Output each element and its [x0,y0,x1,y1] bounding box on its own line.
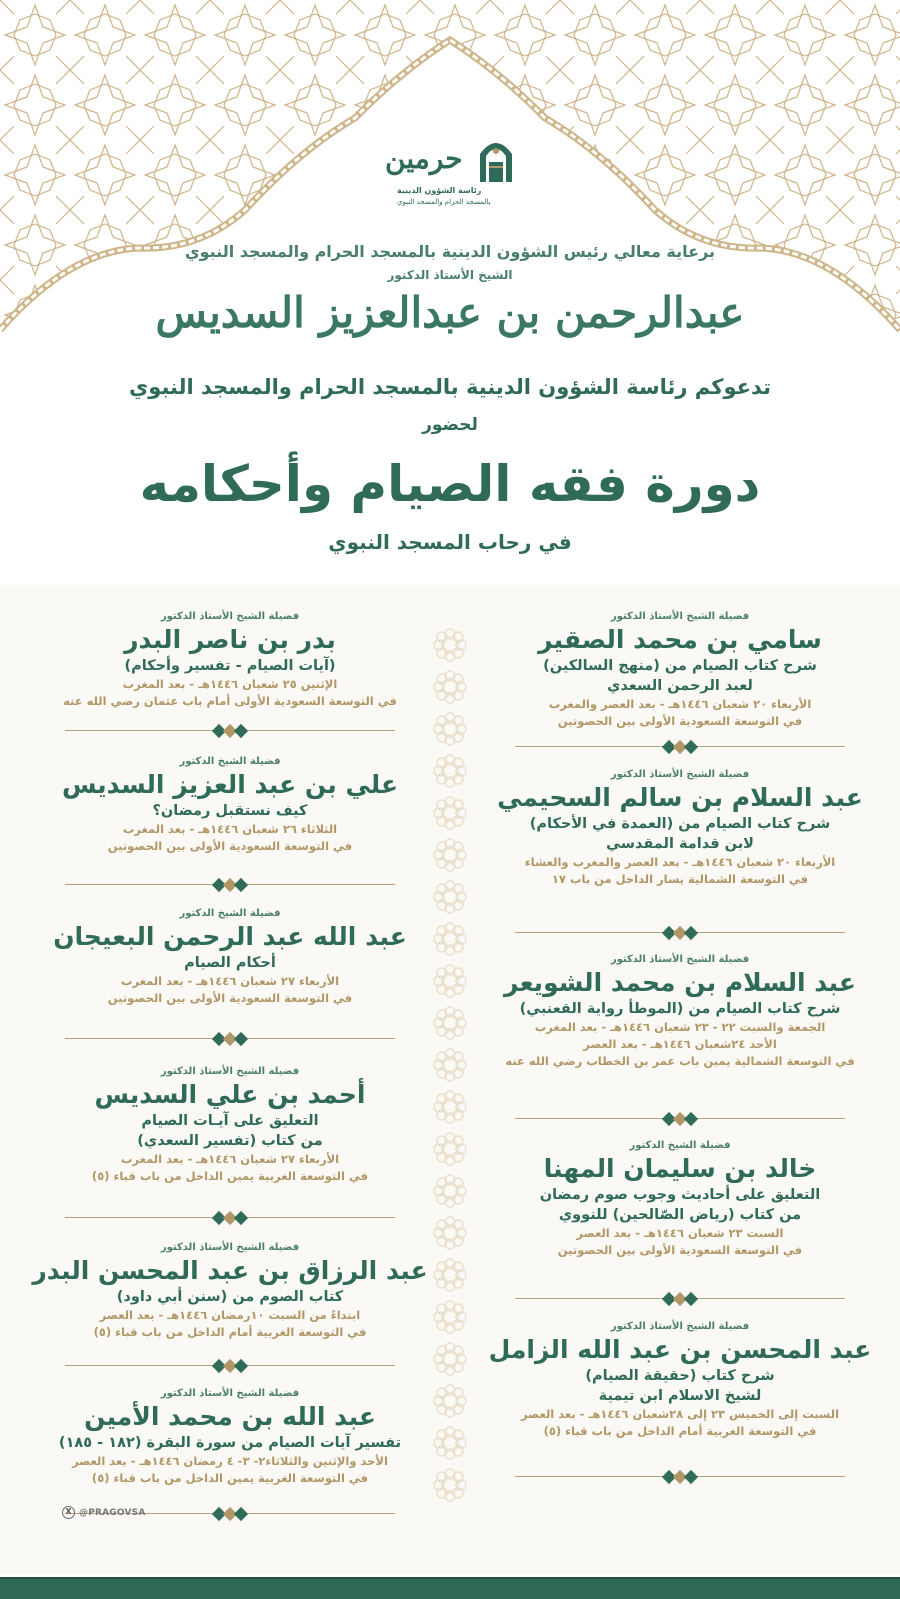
lecture-card [20,755,440,855]
lecture-topic: التعليق على أحاديث وجوب صوم رمضان [539,1187,821,1203]
section-divider [515,740,845,754]
lecture-topic: من كتاب (رياض الصّالحين) للنووي [558,1207,802,1223]
lecture-venue: في التوسعة الغربية أمام الداخل من باب قباء (٥) [543,1424,817,1438]
haramain-logo [385,136,520,216]
speaker-name: سامي بن محمد الصقير [538,625,822,654]
lecture-card [470,768,890,888]
lecture-topic: شرح كتاب الصيام من (منهج السالكين) [543,658,817,674]
section-divider [65,1211,395,1225]
speaker-name: عبد السلام بن سالم السحيمي [497,783,863,812]
speaker-name: علي بن عبد العزيز السديس [61,770,399,799]
section-divider [515,1112,845,1126]
speaker-title: فضيلة الشيخ الأستاذ الدكتور [610,954,750,965]
speaker-title: فضيلة الشيخ الأستاذ الدكتور [160,611,300,622]
invitation-line: تدعوكم رئاسة الشؤون الدينية بالمسجد الحرام والمسجد النبوي [129,375,771,399]
section-divider [515,926,845,940]
lecture-venue: في التوسعة السعودية الأولى أمام باب عثمان رضي الله عنه [63,694,397,708]
section-divider [65,878,395,892]
speaker-name: بدر بن ناصر البدر [124,625,336,654]
lecture-topic: شرح كتاب الصيام من (الموطأ رواية القعنبي) [519,1001,841,1017]
lecture-card [20,907,440,1007]
speaker-title: فضيلة الشيخ الدكتور [179,908,281,919]
speaker-name: عبد الرزاق بن عبد المحسن البدر [32,1256,428,1285]
course-title: دورة فقه الصيام وأحكامه [139,455,761,513]
lecture-topic: التعليق على آيـات الصيام [141,1113,319,1129]
speaker-title: فضيلة الشيخ الأستاذ الدكتور [610,769,750,780]
logo-wordmark: حرمين [385,142,463,175]
lecture-schedule: الثلاثاء ٢٦ شعبان ١٤٤٦هـ - بعد المغرب [122,822,338,836]
lecture-schedule: الأحد ٢٤شعبان ١٤٤٦هـ - بعد العصر [583,1037,777,1051]
lecture-schedule: الأربعاء ٢٧ شعبان ١٤٤٦هـ - بعد المغرب [120,1152,340,1166]
x-icon: X [62,1506,75,1519]
mosque-emblem-icon [476,136,516,182]
lecture-venue: في التوسعة السعودية الأولى بين الحصوتين [557,1243,803,1257]
lecture-schedule: السبت ٢٣ شعبان ١٤٤٦هـ - بعد العصر [576,1226,784,1240]
patron-title: الشيخ الأستاذ الدكتور [387,268,513,282]
lecture-card [470,953,890,1070]
lecture-topic: لشيخ الاسلام ابن تيمية [598,1388,762,1404]
lecture-schedule: الإثنين ٢٥ شعبان ١٤٤٦هـ - بعد المغرب [122,677,338,691]
lecture-venue: في التوسعة السعودية الأولى بين الحصوتين [107,991,353,1005]
poster-header [0,0,900,585]
speaker-title: فضيلة الشيخ الأستاذ الدكتور [160,1242,300,1253]
speaker-name: عبد السلام بن محمد الشويعر [504,968,856,997]
speaker-title: فضيلة الشيخ الأستاذ الدكتور [160,1388,300,1399]
lecture-schedule: الأحد والإثنين والثلاثاء٢- ٣- ٤ رمضان ١٤٤٦هـ - بعد العصر [72,1454,388,1468]
social-handle[interactable] [62,1506,146,1519]
speaker-name: خالد بن سليمان المهنا [543,1154,817,1183]
speaker-title: فضيلة الشيخ الدكتور [179,756,281,767]
lecture-card [20,610,440,710]
speaker-title: فضيلة الشيخ الأستاذ الدكتور [610,1321,750,1332]
lecture-topic: لعبد الرحمن السعدي [607,678,753,694]
lecture-topic: شرح كتاب (حقيقة الصيام) [585,1368,775,1384]
logo-org-line1: رئاسة الشؤون الدينية [397,186,482,195]
lecture-card [470,1139,890,1259]
lecture-topic: كتاب الصوم من (سنن أبي داود) [116,1289,344,1305]
patron-name-calligraphy: عبدالرحمن بن عبدالعزيز السديس [155,288,745,337]
footer-bar [0,1577,900,1599]
speaker-title: فضيلة الشيخ الدكتور [629,1140,731,1151]
section-divider [65,1359,395,1373]
patronage-line: برعاية معالي رئيس الشؤون الدينية بالمسجد الحرام والمسجد النبوي [184,242,716,261]
lecture-topic: كيف نستقبل رمضان؟ [152,803,308,819]
lecture-topic: لابن قدامة المقدسي [606,836,754,852]
speaker-name: عبد المحسن بن عبد الله الزامل [488,1335,872,1364]
lecture-topic: من كتاب (تفسير السعدي) [137,1133,323,1149]
lecture-schedule: الأربعاء ٢٠ شعبان ١٤٤٦هـ - بعد العصر والمغرب والعشاء [524,855,836,869]
lectures-section [0,585,900,1574]
lecture-topic: (آيات الصيام - تفسير وأحكام) [124,658,336,674]
lecture-schedule: الأربعاء ٢٠ شعبان ١٤٤٦هـ - بعد العصر والمغرب [548,697,812,711]
lecture-card [20,1065,440,1185]
lecture-schedule: ابتداءً من السبت ١٠رمضان ١٤٤٦هـ - بعد العصر [99,1308,361,1322]
lecture-venue: في التوسعة الغربية يمين الداخل من باب قباء (٥) [91,1471,369,1485]
social-handle-text: @PRAGOVSA [79,1507,146,1518]
lecture-topic: شرح كتاب الصيام من (العمدة في الأحكام) [529,816,831,832]
lecture-schedule: السبت إلى الخميس ٢٣ إلى ٢٨شعبان ١٤٤٦هـ - بعد العصر [520,1407,840,1421]
attend-label: لحضور [422,415,478,435]
logo-org-line2: بالمسجد الحرام والمسجد النبوي [397,198,491,206]
lecture-venue: في التوسعة السعودية الأولى بين الحصوتين [557,714,803,728]
section-divider [515,1470,845,1484]
section-divider [65,724,395,738]
lecture-venue: في التوسعة الشمالية يسار الداخل من باب ١٧ [551,872,809,886]
speaker-name: عبد الله بن محمد الأمين [84,1402,376,1431]
course-location: في رحاب المسجد النبوي [328,530,572,554]
speaker-name: عبد الله عبد الرحمن البعيجان [53,922,407,951]
speaker-title: فضيلة الشيخ الأستاذ الدكتور [610,611,750,622]
section-divider [65,1032,395,1046]
lecture-topic: تفسير آيات الصيام من سورة البقرة (١٨٢ - ١٨٥) [58,1435,402,1451]
lecture-schedule: الجمعة والسبت ٢٢ - ٢٣ شعبان ١٤٤٦هـ - بعد المغرب [534,1020,826,1034]
lecture-venue: في التوسعة الغربية يمين الداخل من باب قباء (٥) [91,1169,369,1183]
lecture-topic: أحكام الصيام [184,955,276,971]
lecture-venue: في التوسعة السعودية الأولى بين الحصوتين [107,839,353,853]
lecture-venue: في التوسعة الشمالية يمين باب عمر بن الخطاب رضي الله عنه [505,1054,855,1068]
lecture-schedule: الأربعاء ٢٧ شعبان ١٤٤٦هـ - بعد المغرب [120,974,340,988]
section-divider [515,1292,845,1306]
lecture-card [20,1387,440,1487]
lecture-card [470,1320,890,1440]
lecture-card [20,1241,440,1341]
lecture-venue: في التوسعة الغربية أمام الداخل من باب قباء (٥) [93,1325,367,1339]
speaker-title: فضيلة الشيخ الأستاذ الدكتور [160,1066,300,1077]
speaker-name: أحمد بن علي السديس [94,1080,366,1109]
lecture-card [470,610,890,730]
